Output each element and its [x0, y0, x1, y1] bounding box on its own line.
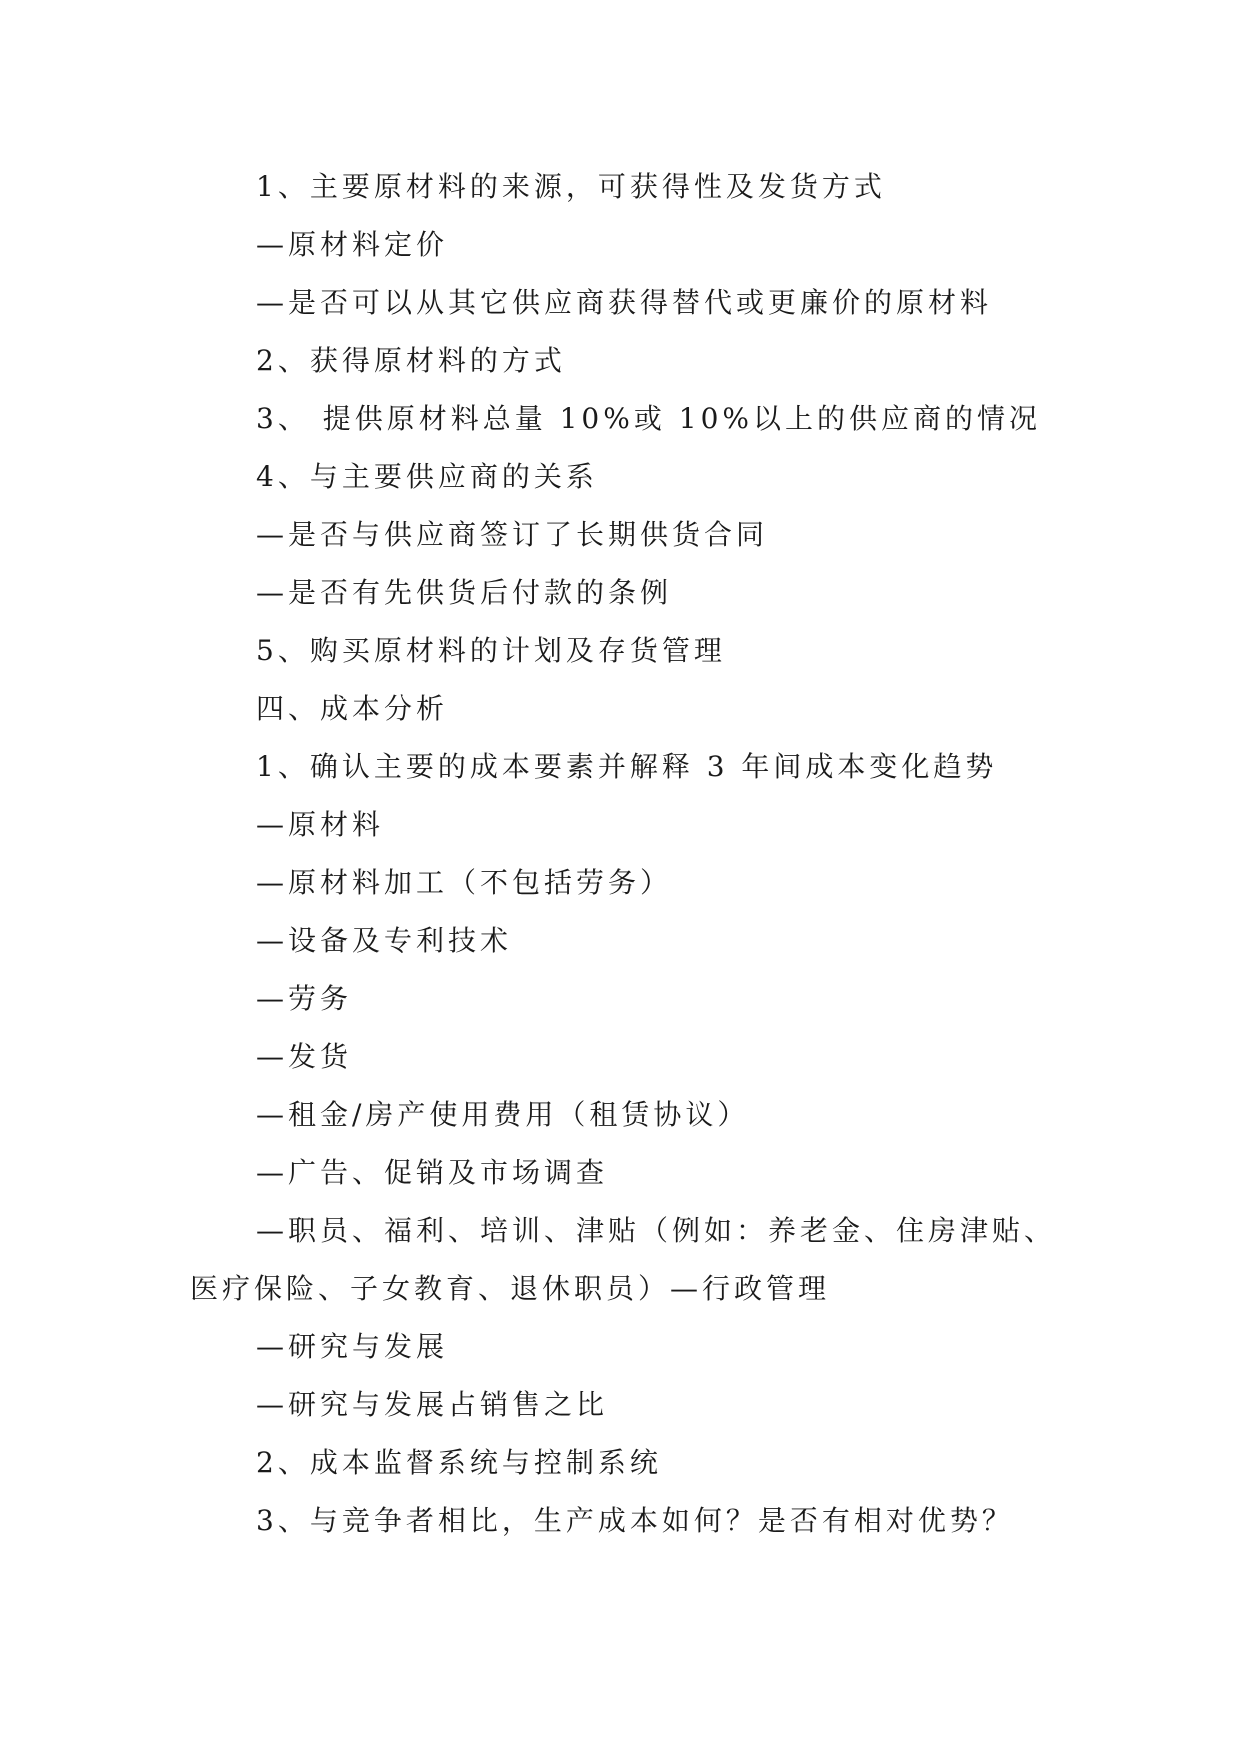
text-line-labor: —劳务 [256, 982, 353, 1015]
section-heading-cost-analysis: 四、成本分析 [256, 692, 449, 725]
text-line-equipment-patents: —设备及专利技术 [256, 924, 513, 957]
text-line-cost-control: 2、成本监督系统与控制系统 [256, 1446, 662, 1479]
paragraph-staff-benefits: —职员、福利、培训、津贴（例如：养老金、住房津贴、医疗保险、子女教育、退休职员）—行政管理 [190, 1214, 1057, 1305]
text-line-purchase-plan: 5、购买原材料的计划及存货管理 [256, 634, 726, 667]
text-line-raw-material-pricing: —原材料定价 [256, 228, 449, 261]
text-line-raw-material-sources: 1、主要原材料的来源，可获得性及发货方式 [256, 170, 886, 203]
text-line-alternative-suppliers: —是否可以从其它供应商获得替代或更廉价的原材料 [256, 286, 993, 319]
text-line-acquisition-method: 2、获得原材料的方式 [256, 344, 566, 377]
text-line-cost-elements: 1、确认主要的成本要素并解释 3 年间成本变化趋势 [256, 750, 998, 783]
text-line-rnd-ratio: —研究与发展占销售之比 [256, 1388, 609, 1421]
text-line-processing: —原材料加工（不包括劳务） [256, 866, 673, 899]
text-line-advertising: —广告、促销及市场调查 [256, 1156, 609, 1189]
text-line-major-suppliers: 3、 提供原材料总量 10%或 10%以上的供应商的情况 [256, 402, 1041, 435]
text-line-supplier-relations: 4、与主要供应商的关系 [256, 460, 598, 493]
text-line-rent: —租金/房产使用费用（租赁协议） [256, 1098, 750, 1131]
text-line-raw-materials: —原材料 [256, 808, 385, 841]
text-line-long-term-contract: —是否与供应商签订了长期供货合同 [256, 518, 769, 551]
text-line-shipping: —发货 [256, 1040, 353, 1073]
text-line-deferred-payment: —是否有先供货后付款的条例 [256, 576, 673, 609]
text-line-competitor-cost: 3、与竞争者相比，生产成本如何？是否有相对优势？ [256, 1504, 1014, 1537]
document-body [190, 158, 1070, 1550]
text-line-rnd: —研究与发展 [256, 1330, 449, 1363]
